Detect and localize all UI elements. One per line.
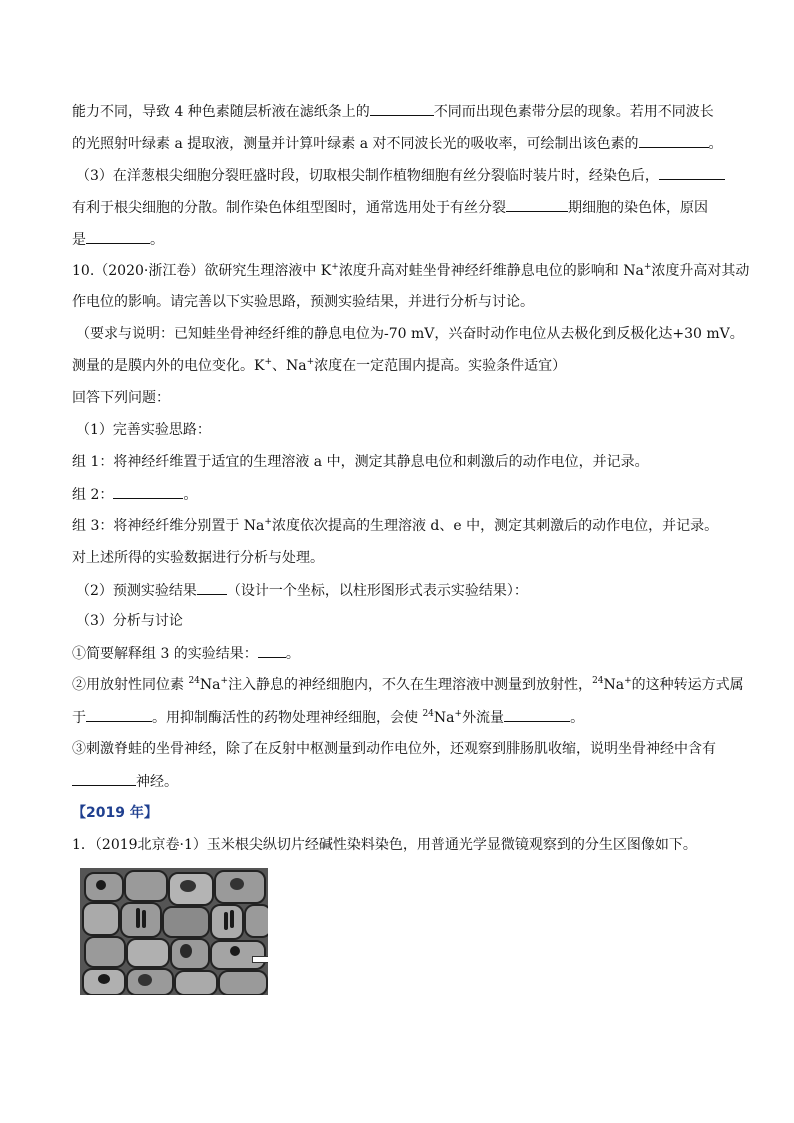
text-line: 于 。用抑制酶活性的药物处理神经细胞，会使 $^{24}$Na+外流量 。	[72, 709, 585, 726]
answer-blank	[506, 197, 568, 212]
year-heading: 【2019 年】	[72, 805, 158, 821]
answer-blank	[197, 580, 227, 595]
text-line: 组 3：将神经纤维分别置于 Na+浓度依次提高的生理溶液 d、e 中，测定其刺激后的动作电位，并记录。	[72, 517, 719, 534]
question-10-title: 10.（2020·浙江卷）欲研究生理溶液中 K+浓度升高对蛙坐骨神经纤维静息电位的影响和 Na+浓度升高对其动	[72, 262, 750, 279]
answer-blank	[370, 101, 434, 116]
answer-blank	[504, 707, 570, 722]
answer-blank	[86, 707, 152, 722]
answer-blank	[72, 771, 136, 786]
text-line: 的光照射叶绿素 a 提取液，测量并计算叶绿素 a 对不同波长光的吸收率，可绘制出该色素的 。	[72, 133, 723, 154]
text-line: ③刺激脊蛙的坐骨神经，除了在反射中枢测量到动作电位外，还观察到腓肠肌收缩，说明坐骨神经中含有	[72, 741, 716, 757]
text-line: 能力不同，导致 4 种色素随层析液在滤纸条上的 不同而出现色素带分层的现象。若用不同波长	[72, 101, 714, 122]
answer-blank	[86, 229, 150, 244]
text-line: 是 。	[72, 229, 164, 250]
text-line: 回答下列问题：	[72, 390, 170, 406]
text-line: ①简要解释组 3 的实验结果： 。	[72, 643, 300, 664]
arrow-marker	[252, 956, 268, 963]
text-line: ②用放射性同位素 $^{24}$Na+注入静息的神经细胞内，不久在生理溶液中测量到放射性，$^{24}$Na+的这种转运方式属	[72, 676, 744, 693]
text-line: 有利于根尖细胞的分散。制作染色体组型图时，通常选用处于有丝分裂 期细胞的染色体，原因	[72, 197, 708, 218]
text-line: 作电位的影响。请完善以下实验思路，预测实验结果，并进行分析与讨论。	[72, 294, 534, 310]
text-line: 组 1：将神经纤维置于适宜的生理溶液 a 中，测定其静息电位和刺激后的动作电位，并记录。	[72, 454, 649, 470]
microscope-image	[80, 868, 268, 995]
text-line: （2）预测实验结果 （设计一个坐标，以柱形图形式表示实验结果）：	[76, 580, 528, 601]
text-line: 组 2： 。	[72, 484, 197, 505]
text-line: 测量的是膜内外的电位变化。K+、Na+浓度在一定范围内提高。实验条件适宜）	[72, 357, 567, 374]
answer-blank	[258, 643, 286, 658]
question-1-title: 1．（2019北京卷·1）玉米根尖纵切片经碱性染料染色，用普通光学显微镜观察到的分生区图像如下。	[72, 837, 697, 853]
text-line: 神经。	[72, 771, 178, 792]
text-line: （要求与说明：已知蛙坐骨神经纤维的静息电位为-70 mV，兴奋时动作电位从去极化到反极化达+30 mV。	[76, 326, 744, 342]
text-line: 对上述所得的实验数据进行分析与处理。	[72, 550, 324, 566]
text-line: （1）完善实验思路：	[76, 422, 211, 438]
answer-blank	[639, 133, 709, 148]
answer-blank	[659, 165, 725, 180]
text-line: （3）分析与讨论	[76, 613, 183, 629]
text-line: （3）在洋葱根尖细胞分裂旺盛时段，切取根尖制作植物细胞有丝分裂临时装片时，经染色后，	[76, 165, 725, 186]
answer-blank	[113, 484, 183, 499]
